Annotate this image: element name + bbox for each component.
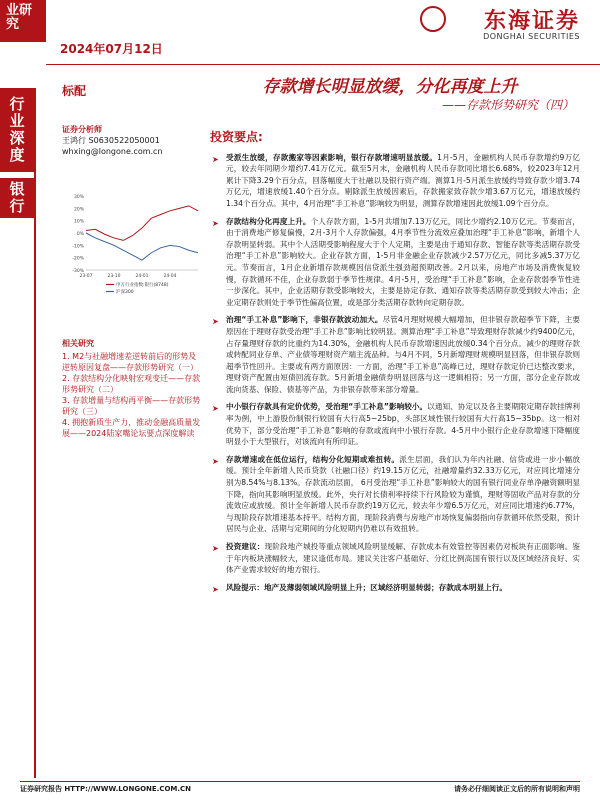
logo-mark-icon bbox=[420, 6, 446, 32]
bullet-arrow-icon: ➤ bbox=[212, 456, 219, 466]
related-item[interactable]: 1. M2与社融增速差逆转前后的形势及逆转原因复盘——存款形势研究（一） bbox=[62, 352, 198, 372]
bullet-arrow-icon: ➤ bbox=[212, 317, 219, 327]
y-tick-label: 0% bbox=[76, 232, 84, 237]
y-tick-label: -10% bbox=[72, 244, 84, 250]
logo-en-text: DONGHAI SECURITIES bbox=[483, 32, 580, 41]
investment-points bbox=[210, 132, 580, 599]
side-tab-label: 银行 bbox=[7, 181, 26, 215]
related-research bbox=[62, 338, 202, 439]
side-tab-industry-depth bbox=[0, 88, 34, 172]
bullet-arrow-icon: ➤ bbox=[212, 544, 219, 553]
side-rule bbox=[34, 88, 36, 778]
bullet-arrow-icon: ➤ bbox=[212, 404, 219, 414]
logo-cn-text: 东海证券 bbox=[483, 9, 580, 34]
bullet-paragraph: ➤ 中小银行存款具有定价优势，受治理“手工补息”影响较小。以通知、协定以及各主要期限定期存款挂牌利率为例，中上游股份制银行较国有大行高5~25bp，头部区域性银行较国有大行高15~35bp。这一相对优势下，部分受治理“手工补息”影响的存款或流向中小银行存款。4-5月中小银行企业存款增速下降幅度明显小于大型银行，对该流向有所印证。 bbox=[212, 402, 580, 447]
related-heading: 相关研究 bbox=[62, 339, 94, 348]
legend-label: 申万行业指数:银行(8748) bbox=[116, 283, 169, 288]
analyst-name: 王鸿行 S0630522050001 bbox=[62, 136, 160, 145]
bullet-paragraph: ➤ 投资建议：现阶段地产城投等重点领域风险明显缓解、存款成本有效管控等因素仍对板块有正面影响。鉴于年内板块涨幅较大，建议逢低布局。建议关注客户基础好、分红比例高国有银行以及区域经济良好、实体产业需求较好的地方银行。 bbox=[212, 542, 581, 575]
bullet-arrow-icon: ➤ bbox=[212, 154, 219, 164]
related-item[interactable]: 2. 存款结构分化映射宏观变迁——存款形势研究（二） bbox=[62, 374, 201, 394]
analyst-heading: 证券分析师 bbox=[62, 125, 102, 134]
x-tick-label: 24-01 bbox=[135, 274, 149, 279]
report-date: 2024年07月12日 bbox=[60, 42, 163, 56]
bullet-arrow-icon: ➤ bbox=[212, 584, 219, 594]
bullet-paragraph: ➤ 存款增速或在低位运行，结构分化短期或难扭转。派生层面，我们认为年内社融、信贷或进一步小幅放缓。预计全年新增人民币贷款（社融口径）约19.15万亿元，社融增量约32.33万亿元，对应同比增速分别为8.54%与8.13%。存款流动层面， 6月受治理“手工补息”影响较大的国有银行同业存单净融资额明显下降，指向其影响明显放缓。此外，央行对长债利率持续下行风险较为谨慎，理财等固收产品对存款的分流效应或放缓。预计全年新增人民币存款约19万亿元，较去年少增6.5万亿元，对应同比增速约6.77%，与现阶段存款增速基本持平。结构方面，现阶段消费与房地产市场恢复偏弱指向存款循环依然受限，预计居民与企业、活期与定期间的分化短期内仍难以有效扭转。 bbox=[212, 454, 580, 534]
x-tick-label: 23-07 bbox=[79, 274, 93, 279]
bullet-paragraph: ➤ 存款结构分化再度上升。个人存款方面，1-5月共增加7.13万亿元，同比少增约2.10万亿元。节奏而言，由于消费地产修复偏慢，2月-3月个人存款偏强，4月季节性分流效应叠加治理“手工补息”影响，新增个人存款明显转弱。其中个人活期受影响程度大于个人定期，主要是由于通知存款、智能存款等类活期存款受治理“手工补息”影响较大。企业存款方面，1-5月非金融企业存款减少2.57万亿元，同比多减5.37万亿元。节奏而言，1月企业新增存款规模因信贷派生强劲超预期改善。2月以来，房地产市场及消费恢复较慢，存款循环不佳，企业存款弱于季节性规律。4月-5月，受治理“手工补息”影响，企业存款弱季节性进一步深化。其中，企业活期存款受影响较大，主要是协定存款、通知存款等类活期存款受到较大冲击；企业定期存款则处于季节性偏高位置，或是部分类活期存款转向定期存款。 bbox=[212, 216, 581, 307]
report-type-label: 业研究 bbox=[0, 0, 46, 42]
related-item[interactable]: 3. 存款增量与结构再平衡——存款形势研究（三） bbox=[62, 396, 201, 416]
bullet-arrow-icon: ➤ bbox=[212, 218, 219, 228]
report-title: 存款增长明显放缓，分化再度上升 bbox=[262, 77, 518, 97]
performance-chart bbox=[62, 190, 202, 310]
x-tick-label: 23-10 bbox=[107, 274, 121, 279]
analyst-email: whxing@longone.com.cn bbox=[62, 147, 163, 156]
company-logo bbox=[420, 4, 580, 48]
analyst-block bbox=[62, 124, 163, 157]
related-item[interactable]: 4. 拥抱新质生产力，推动金融高质量发展——2024陆家嘴论坛要点深度解读 bbox=[62, 418, 201, 438]
footer-website[interactable]: 证券研究报告 HTTP://WWW.LONGONE.COM.CN bbox=[20, 785, 192, 793]
y-tick-label: -30% bbox=[72, 269, 84, 274]
header-rule bbox=[46, 64, 600, 65]
side-tab-bank bbox=[0, 178, 34, 218]
series-line bbox=[86, 233, 198, 260]
report-subtitle: ——存款形势研究（四） bbox=[441, 98, 574, 112]
side-tab-label: 行业深度 bbox=[7, 96, 26, 164]
legend-label: 沪深300 bbox=[116, 290, 134, 295]
y-tick-label: 20% bbox=[73, 207, 84, 213]
x-tick-label: 24-04 bbox=[163, 274, 177, 279]
y-tick-label: 10% bbox=[73, 219, 84, 225]
footer-rule bbox=[20, 781, 580, 782]
bullet-paragraph: ➤ 受派生放缓，存款搬家等因素影响，银行存款增速明显放缓。1月-5月，金融机构人民币存款增约9万亿元，较去年同期少增约7.41万亿元。截至5月末，金融机构人民币存款同比增长6.68%，较2023年12月累计下降3.29个百分点，回落幅度大于社融以及银行资产端。测算1月-5月派生放缓约导致存款少增3.74万亿元，增速放缓1.40个百分点。剔除派生放缓因素后，存款搬家致存款少增3.67万亿元，增速放缓约1.34个百分点。其中，4月治理“手工补息”影响较为明显，测算存款增速因此放缓1.09个百分点。 bbox=[212, 152, 580, 208]
rating-tag: 标配 bbox=[62, 84, 87, 98]
series-line bbox=[86, 206, 198, 241]
y-tick-label: 30% bbox=[73, 195, 84, 200]
bullet-paragraph: ➤ 风险提示：地产及薄弱领域风险明显上升；区域经济明显转弱；存款成本明显上行。 bbox=[212, 582, 507, 594]
main-heading: 投资要点: bbox=[210, 130, 263, 144]
bullet-paragraph: ➤ 治理“手工补息”影响下，非银存款波动加大。尽管4月理财规模大幅增加，但非银存款超季节下降，主要原因在于理财存款受治理“手工补息”影响比较明显。测算治理“手工补息”导致理财存款减少约9400亿元，占存量理财存款的比重约为14.30%，金融机构人民币存款增速因此放缓0.34个百分点。减少的理财存款或转配同业存单、产业债等理财资产端主流品种。与4月不同，5月新增理财规模明显回落，但非银存款则超季节性回升。主要或有两方面原因：一方面，治理“手工补息”高峰已过，理财存款定价已达整改要求，理财资产配置由短债回流存款。5月新增金融债券明显回落与这一逻辑相符；另一方面，部分企业存款或流向货基、保险、债基等产品，为非银存款带来部分增量。 bbox=[212, 315, 580, 394]
y-tick-label: -20% bbox=[72, 256, 84, 262]
footer-disclaimer: 请务必仔细阅读正文后的所有说明和声明 bbox=[454, 785, 580, 793]
